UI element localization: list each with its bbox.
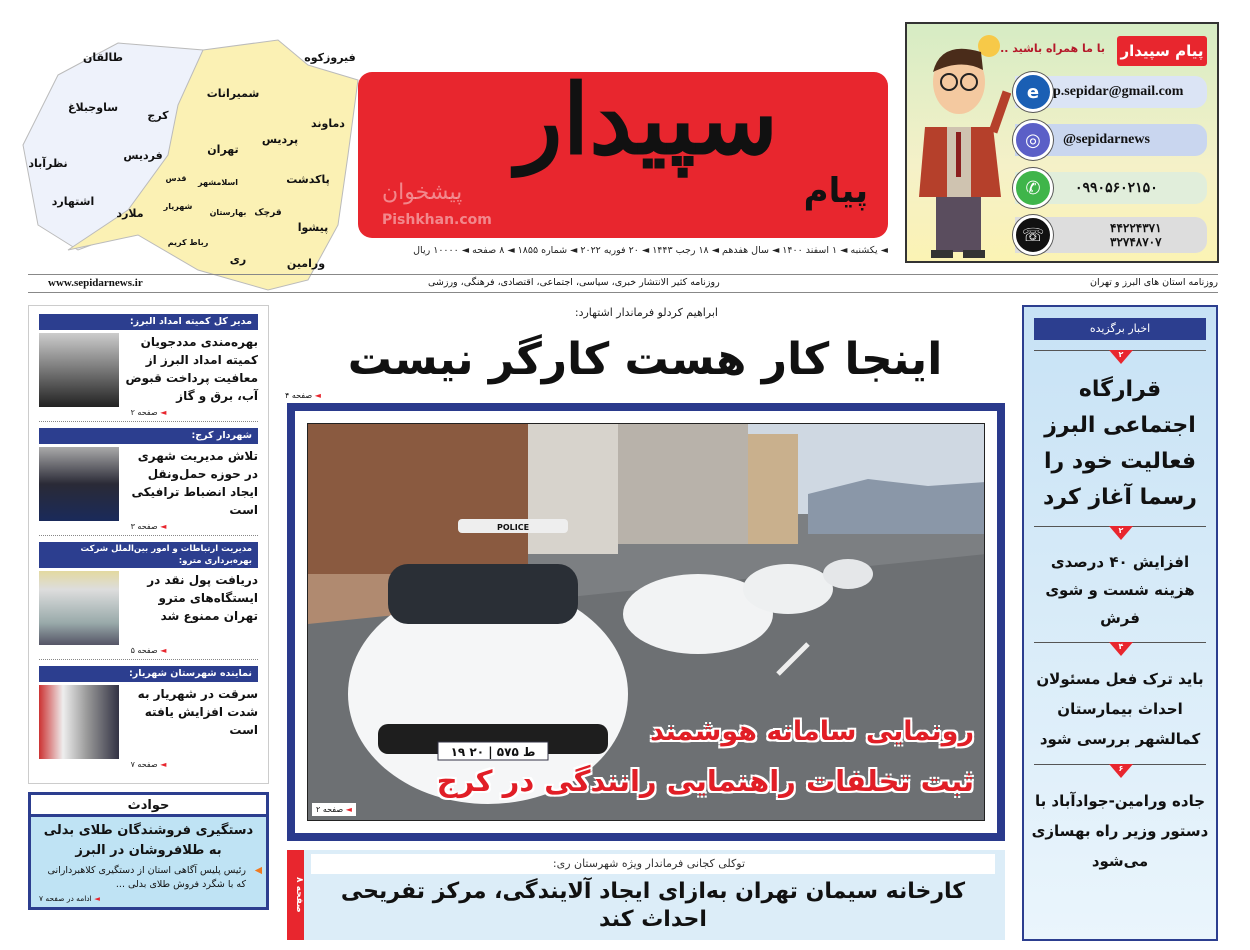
dateline: ◄ یکشنبه ◄ ۱ اسفند ۱۴۰۰ ◄ سال هفدهم ◄ ۱۸ رجب ۱۴۴۳ ◄ ۲۰ فوریه ۲۰۲۲ ◄ شماره ۱۸۵۵ ◄ ۸ صفحه ◄ ۱۰۰۰۰ ریال bbox=[413, 245, 888, 256]
instagram-icon: ◎ bbox=[1013, 120, 1053, 160]
map-label: قرچک bbox=[254, 208, 282, 218]
phone-icon: ☏ bbox=[1013, 215, 1053, 255]
map-label: اشتهارد bbox=[51, 195, 95, 208]
ad-tagline: با ما همراه باشید .. bbox=[1000, 42, 1105, 55]
item-header: نماینده شهرستان شهریار: bbox=[39, 666, 258, 682]
featured-item[interactable]: افزایش ۴۰ درصدی هزینه شست و شوی فرش bbox=[1045, 553, 1195, 627]
license-plate: ۱۹ ط ۵۷۵ | ۲۰ bbox=[450, 745, 536, 759]
map-label: فردیس bbox=[123, 149, 163, 162]
bottom-headline[interactable]: کارخانه سیمان تهران به‌ازای ایجاد آلایندگی، مرکز تفریحی احداث کند bbox=[340, 879, 966, 932]
item-header: مدیریت ارتباطات و امور بین‌الملل شرکت بهره‌برداری مترو: bbox=[39, 542, 258, 568]
portrait-photo bbox=[39, 333, 119, 407]
divider bbox=[28, 292, 1218, 293]
contact-ad bbox=[905, 22, 1219, 263]
accidents-box bbox=[28, 792, 269, 910]
item-title[interactable]: دریافت پول نقد در ایستگاه‌های مترو تهران ممنوع شد bbox=[147, 573, 258, 623]
traffic-police-photo[interactable] bbox=[307, 423, 985, 821]
map-label: دماوند bbox=[311, 117, 345, 130]
featured-news-column bbox=[1022, 305, 1218, 941]
page-ref: ◄ صفحه ۲ bbox=[312, 803, 356, 816]
map-label: پردیس bbox=[261, 133, 299, 146]
continued-ref[interactable]: ◄ ادامه در صفحه ۷ bbox=[39, 894, 100, 903]
description: روزنامه کثیر الانتشار خبری، سیاسی، اجتماعی، اقتصادی، فرهنگی، ورزشی bbox=[428, 277, 720, 288]
accidents-header: حوادث bbox=[31, 795, 266, 817]
map-label: شهریار bbox=[163, 202, 193, 211]
page-number: ۴ bbox=[1118, 642, 1124, 651]
accidents-title[interactable]: دستگیری فروشندگان طلای بدلی به طلافروشان در البرز bbox=[43, 823, 254, 858]
region: روزنامه استان های البرز و تهران bbox=[1090, 277, 1218, 288]
page-tab[interactable]: صفحه ۸ bbox=[287, 850, 304, 940]
police-label: POLICE bbox=[496, 523, 530, 532]
logo-prefix: پیام bbox=[803, 170, 868, 211]
internet-explorer-icon: e bbox=[1013, 72, 1053, 112]
portrait-photo bbox=[39, 685, 119, 759]
featured-block bbox=[1030, 526, 1210, 632]
news-item bbox=[39, 314, 258, 422]
watermark: Pishkhan.com bbox=[382, 212, 492, 228]
map-label: بهارستان bbox=[209, 208, 247, 217]
map-label: طالقان bbox=[82, 51, 124, 64]
map-label: ری bbox=[229, 253, 247, 266]
featured-header: اخبار برگزیده bbox=[1034, 318, 1206, 340]
instagram-text: @sepidarnews bbox=[1063, 132, 1150, 147]
featured-block bbox=[1030, 764, 1210, 876]
map-label: پیشوا bbox=[297, 221, 329, 234]
item-title[interactable]: بهره‌مندی مددجویان کمیته امداد البرز از معافیت پرداخت قبوض آب، برق و گاز bbox=[125, 335, 258, 403]
photo-caption-1: رونمایی سامانه هوشمند bbox=[650, 716, 974, 747]
featured-block bbox=[1030, 642, 1210, 754]
map-label: ورامین bbox=[286, 257, 326, 270]
item-title[interactable]: تلاش مدیریت شهری در حوزه حمل‌ونقل ایجاد انضباط ترافیکی است bbox=[131, 449, 258, 517]
photo-caption-2: ثبت تخلفات راهنمایی رانندگی در کرج bbox=[436, 764, 974, 798]
main-kicker: ابراهیم کردلو فرماندار اشتهارد: bbox=[574, 306, 718, 319]
page-ref: ◄ صفحه ۲ bbox=[39, 407, 258, 422]
map-label: ملارد bbox=[116, 207, 144, 220]
map-label: کرج bbox=[147, 109, 169, 122]
map-label: فیروزکوه bbox=[304, 51, 356, 64]
page-number: ۲ bbox=[1118, 350, 1124, 359]
map-label: تهران bbox=[207, 143, 239, 156]
watermark-fa: پیشخوان bbox=[382, 180, 463, 205]
whatsapp-icon: ✆ bbox=[1013, 168, 1053, 208]
featured-item[interactable]: باید ترک فعل مسئولان احداث بیمارستان کمالشهر بررسی شود bbox=[1036, 670, 1204, 748]
bottom-kicker: توکلی کجانی فرماندار ویژه شهرستان ری: bbox=[311, 854, 995, 874]
accidents-lead: ◀ رئیس پلیس آگاهی استان از دستگیری کلاهبردارانی که با شگرد فروش طلای بدلی ... bbox=[47, 865, 262, 890]
province-map bbox=[18, 35, 363, 295]
map-label: قدس bbox=[165, 174, 187, 183]
item-header: مدیر کل کمیته امداد البرز: bbox=[39, 314, 258, 330]
page-number: ۶ bbox=[1118, 764, 1124, 773]
page-ref: ◄ صفحه ۴ bbox=[285, 391, 321, 400]
email-text: p.sepidar@gmail.com bbox=[1053, 84, 1184, 99]
logo-text: سپیدار bbox=[516, 72, 778, 176]
cartoon-man-illustration bbox=[911, 32, 1011, 262]
map-label: شمیرانات bbox=[206, 87, 260, 100]
metro-photo bbox=[39, 571, 119, 645]
news-item bbox=[39, 428, 258, 536]
page-ref: ◄ صفحه ۵ bbox=[39, 645, 258, 660]
website-link[interactable]: www.sepidarnews.ir bbox=[48, 277, 143, 289]
map-label: ساوجبلاغ bbox=[67, 101, 119, 114]
phone-1: ۴۴۲۲۴۳۷۱ bbox=[1110, 221, 1162, 235]
map-label: پاکدشت bbox=[286, 173, 330, 186]
featured-item[interactable]: جاده ورامین-جوادآباد با دستور وزیر راه بهسازی می‌شود bbox=[1031, 792, 1209, 870]
ad-logo: پیام سپیدار bbox=[1117, 36, 1207, 66]
item-header: شهردار کرج: bbox=[39, 428, 258, 444]
masthead-logo bbox=[358, 72, 888, 238]
street-scene-illustration bbox=[308, 424, 985, 821]
map-label: رباط کریم bbox=[167, 238, 209, 247]
bottom-story bbox=[287, 850, 1005, 940]
featured-block bbox=[1030, 350, 1210, 516]
left-column-wrapper bbox=[28, 305, 269, 910]
portrait-photo bbox=[39, 447, 119, 521]
whatsapp-text: ۰۹۹۰۵۶۰۲۱۵۰ bbox=[1075, 180, 1158, 196]
map-label: نظرآباد bbox=[28, 157, 68, 170]
item-title[interactable]: سرقت در شهریار به شدت افزایش یافته است bbox=[137, 687, 258, 737]
page-number: ۲ bbox=[1118, 526, 1124, 535]
arrow-icon: ◀ bbox=[254, 865, 262, 876]
page-ref: ◄ صفحه ۷ bbox=[130, 760, 167, 769]
map-label: اسلامشهر bbox=[197, 178, 239, 187]
news-item bbox=[39, 542, 258, 660]
page-ref: ◄ صفحه ۳ bbox=[39, 521, 258, 536]
divider bbox=[28, 274, 1218, 275]
main-headline[interactable]: اینجا کار هست کارگر نیست bbox=[347, 334, 943, 385]
phone-2: ۳۲۷۴۸۷۰۷ bbox=[1110, 235, 1162, 249]
news-item bbox=[39, 666, 258, 773]
masthead-subrow bbox=[28, 277, 1218, 291]
left-news-column bbox=[28, 305, 269, 784]
main-photo-frame bbox=[287, 403, 1005, 841]
featured-item[interactable]: قرارگاه اجتماعی البرز فعالیت خود را رسما آغاز کرد bbox=[1043, 377, 1197, 510]
